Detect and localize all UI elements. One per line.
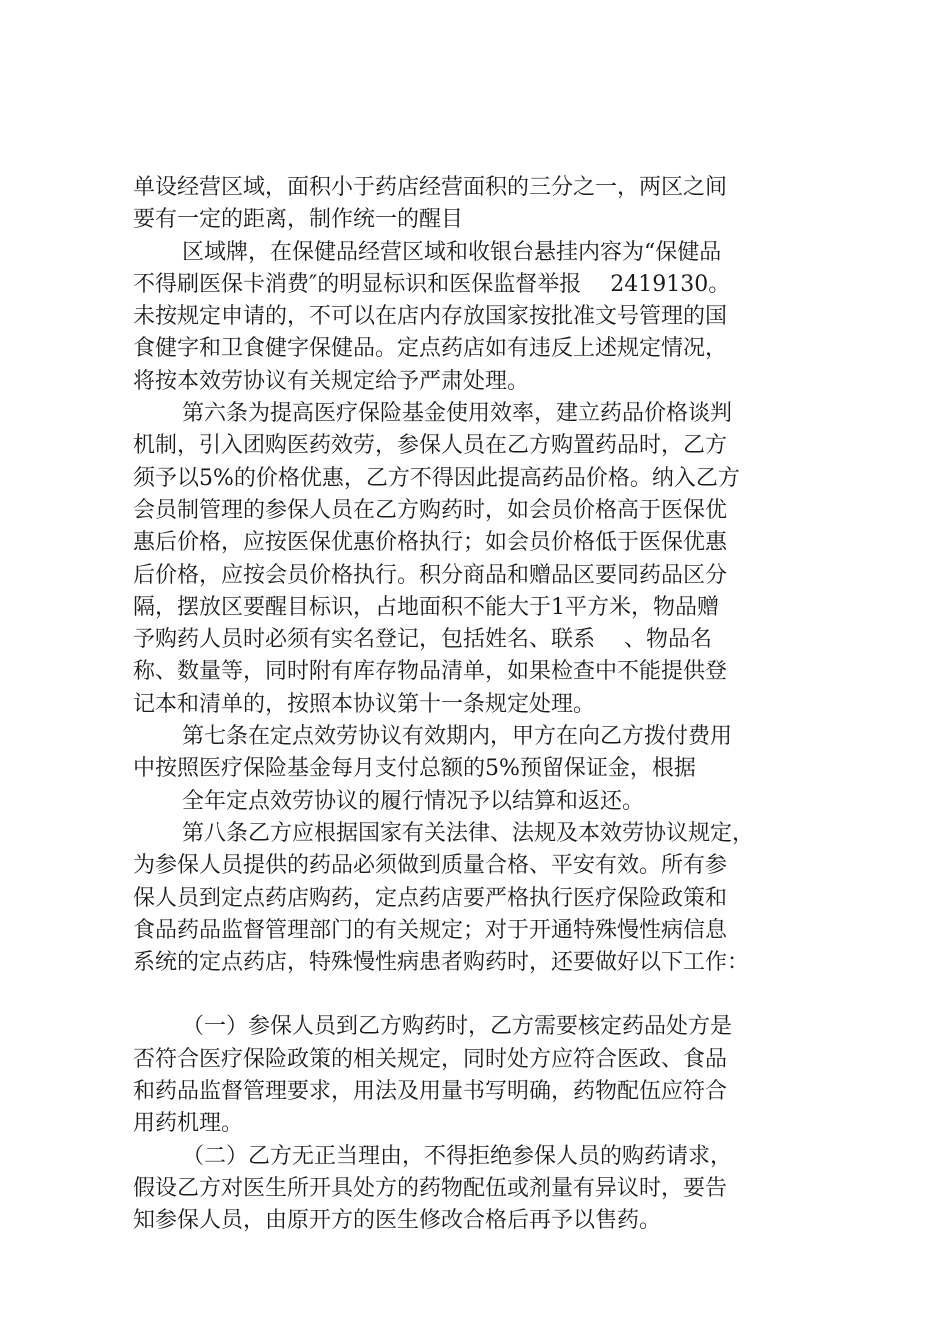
text-line: 要有一定的距离，制作统一的醒目 (133, 207, 464, 233)
text-line: 隔，摆放区要醒目标识，占地面积不能大于1平方米，物品赠 (133, 594, 719, 620)
text-line: 称、数量等，同时附有库存物品清单，如果检查中不能提供登 (133, 659, 728, 685)
text-line: 未按规定申请的，不可以在店内存放国家按批准文号管理的国 (133, 304, 728, 330)
text-line: 否符合医疗保险政策的相关规定，同时处方应符合医政、食品 (133, 1046, 728, 1072)
text-line: 第六条为提高医疗保险基金使用效率，建立药品价格谈判 (182, 401, 733, 427)
text-line: 知参保人员，由原开方的医生修改合格后再予以售药。 (133, 1208, 662, 1234)
text-line: 全年定点效劳协议的履行情况予以结算和返还。 (182, 788, 645, 814)
text-line: 记本和清单的，按照本协议第十一条规定处理。 (133, 691, 596, 717)
text-line: 和药品监督管理要求，用法及用量书写明确，药物配伍应符合 (133, 1079, 728, 1105)
text-line: 区域牌，在保健品经营区域和收银台悬挂内容为“保健品 (182, 239, 722, 265)
text-line: 不得刷医保卡消费″的明显标识和医保监督举报 2419130。 (133, 271, 731, 297)
text-line: 假设乙方对医生所开具处方的药物配伍或剂量有异议时，要告 (133, 1175, 728, 1201)
text-line: 单设经营区域，面积小于药店经营面积的三分之一，两区之间 (133, 175, 728, 200)
text-line: （二）乙方无正当理由，不得拒绝参保人员的购药请求， (182, 1143, 733, 1169)
text-line: 用药机理。 (133, 1111, 244, 1137)
text-line: 须予以5%的价格优惠，乙方不得因此提高药品价格。纳入乙方 (133, 465, 740, 491)
text-line: （一）参保人员到乙方购药时，乙方需要核定药品处方是 (182, 1014, 733, 1040)
text-line: 系统的定点药店，特殊慢性病患者购药时，还要做好以下工作： (133, 950, 750, 976)
text-line: 第七条在定点效劳协议有效期内，甲方在向乙方拨付费用 (182, 724, 733, 750)
text-line: 食健字和卫食健字保健品。定点药店如有违反上述规定情况， (133, 336, 728, 362)
document-body (133, 172, 833, 1238)
text-line: 予购药人员时必须有实名登记，包括姓名、联系 、物品名 (133, 627, 712, 653)
text-line: 食品药品监督管理部门的有关规定；对于开通特殊慢性病信息 (133, 917, 728, 943)
text-line: 中按照医疗保险基金每月支付总额的5%预留保证金，根据 (133, 756, 696, 782)
paragraph-spacer (133, 979, 833, 1011)
text-line: 将按本效劳协议有关规定给予严肃处理。 (133, 368, 530, 394)
text-line: 为参保人员提供的药品必须做到质量合格、平安有效。所有参 (133, 853, 728, 879)
text-line: 保人员到定点药店购药，定点药店要严格执行医疗保险政策和 (133, 885, 728, 911)
text-line: 第八条乙方应根据国家有关法律、法规及本效劳协议规定， (182, 820, 755, 846)
text-line: 会员制管理的参保人员在乙方购药时，如会员价格高于医保优 (133, 497, 728, 523)
text-line: 后价格，应按会员价格执行。积分商品和赠品区要同药品区分 (133, 562, 728, 588)
text-line: 惠后价格，应按医保优惠价格执行；如会员价格低于医保优惠 (133, 530, 728, 556)
text-line: 机制，引入团购医药效劳，参保人员在乙方购置药品时，乙方 (133, 433, 728, 459)
